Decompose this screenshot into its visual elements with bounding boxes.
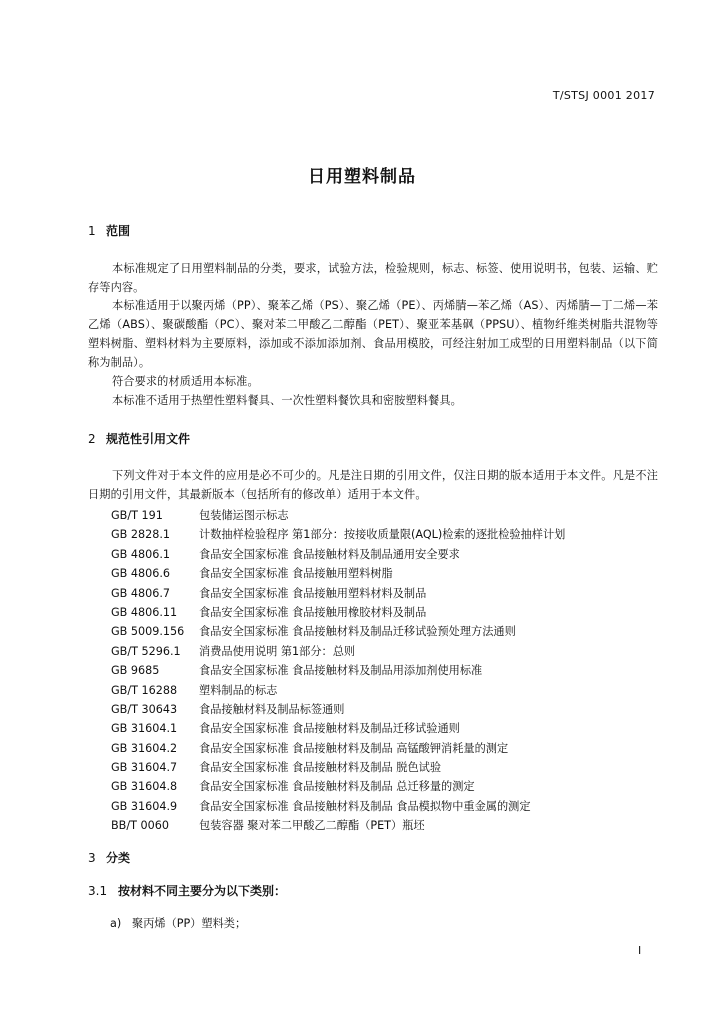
reference-title: 计数抽样检验程序 第1部分：按接收质量限(AQL)检索的逐批检验抽样计划 <box>199 528 566 542</box>
reference-row <box>111 622 565 641</box>
section-number: 3 <box>88 851 96 865</box>
reference-title: 消费品使用说明 第1部分：总则 <box>199 644 356 658</box>
paragraph: 本标准规定了日用塑料制品的分类，要求，试验方法，检验规则，标志、标签、使用说明书，包装、运输、贮存等内容。 <box>88 262 658 294</box>
reference-title: 食品安全国家标准 食品接触材料及制品迁移试验通则 <box>199 722 460 736</box>
paragraph: 本标准不适用于热塑性塑料餐具、一次性塑料餐饮具和密胺塑料餐具。 <box>112 394 462 407</box>
reference-code: GB 9685 <box>111 664 160 678</box>
reference-row <box>111 564 565 583</box>
section-title: 分类 <box>106 851 131 865</box>
reference-code: GB 4806.11 <box>111 605 178 619</box>
reference-row <box>111 584 565 603</box>
reference-title: 食品安全国家标准 食品接触材料及制品 脱色试验 <box>199 761 442 775</box>
reference-code: GB 31604.2 <box>111 741 178 755</box>
reference-row <box>111 758 565 777</box>
section-3-heading <box>88 849 130 866</box>
subsection-title: 按材料不同主要分为以下类别： <box>118 884 287 898</box>
reference-row <box>111 777 565 796</box>
reference-title: 食品接触材料及制品标签通则 <box>199 702 345 716</box>
reference-code: GB 31604.1 <box>111 722 178 736</box>
page-number: I <box>638 944 642 957</box>
subsection-number: 3.1 <box>88 884 108 898</box>
reference-code: GB 4806.1 <box>111 547 171 561</box>
reference-title: 食品安全国家标准 食品接触用塑料树脂 <box>199 567 393 581</box>
reference-code: GB 2828.1 <box>111 528 171 542</box>
reference-code: GB 31604.8 <box>111 780 178 794</box>
paragraph: 下列文件对于本文件的应用是必不可少的。凡是注日期的引用文件，仅注日期的版本适用于本文件。凡是不注日期的引用文件，其最新版本（包括所有的修改单）适用于本文件。 <box>88 469 658 501</box>
reference-row <box>111 603 565 622</box>
reference-title: 食品安全国家标准 食品接触用塑料材料及制品 <box>199 586 427 600</box>
subsection-3-1-heading <box>88 882 286 899</box>
section-number: 2 <box>88 432 96 446</box>
list-item <box>110 915 246 931</box>
reference-row <box>111 719 565 738</box>
reference-title: 包装容器 聚对苯二甲酸乙二醇酯（PET）瓶坯 <box>199 819 425 833</box>
reference-row <box>111 642 565 661</box>
section-1-heading <box>88 222 130 239</box>
section-number: 1 <box>88 224 96 238</box>
reference-code: GB 5009.156 <box>111 625 185 639</box>
list-marker: a) <box>110 917 122 930</box>
reference-row <box>111 681 565 700</box>
reference-list <box>111 506 565 836</box>
reference-code: GB/T 5296.1 <box>111 644 181 658</box>
reference-row <box>111 797 565 816</box>
reference-title: 塑料制品的标志 <box>199 683 278 697</box>
reference-row <box>111 506 565 525</box>
reference-title: 食品安全国家标准 食品接触材料及制品迁移试验预处理方法通则 <box>199 625 516 639</box>
reference-title: 食品安全国家标准 食品接触材料及制品 食品模拟物中重金属的测定 <box>199 799 531 813</box>
reference-row <box>111 545 565 564</box>
reference-code: GB 31604.7 <box>111 761 178 775</box>
section-title: 范围 <box>106 224 131 238</box>
list-item-text: 聚丙烯（PP）塑料类； <box>132 917 247 930</box>
reference-title: 食品安全国家标准 食品接触材料及制品用添加剂使用标准 <box>199 664 483 678</box>
reference-title: 包装储运图示标志 <box>199 509 289 522</box>
reference-row <box>111 700 565 719</box>
reference-row <box>111 816 565 835</box>
document-code: T/STSJ 0001 2017 <box>552 89 655 102</box>
reference-code: GB 4806.6 <box>111 567 171 581</box>
reference-code: GB 31604.9 <box>111 799 178 813</box>
reference-code: GB/T 16288 <box>111 683 178 697</box>
reference-title: 食品安全国家标准 食品接触用橡胶材料及制品 <box>199 605 427 619</box>
reference-code: GB/T 30643 <box>111 702 178 716</box>
reference-title: 食品安全国家标准 食品接触材料及制品 总迁移量的测定 <box>199 780 475 794</box>
reference-title: 食品安全国家标准 食品接触材料及制品 高锰酸钾消耗量的测定 <box>199 741 509 755</box>
reference-code: GB 4806.7 <box>111 586 171 600</box>
reference-title: 食品安全国家标准 食品接触材料及制品通用安全要求 <box>199 547 460 561</box>
section-2-heading <box>88 430 190 447</box>
reference-row <box>111 739 565 758</box>
reference-row <box>111 661 565 680</box>
reference-code: BB/T 0060 <box>111 819 169 833</box>
paragraph: 符合要求的材质适用本标准。 <box>112 375 259 388</box>
paragraph: 本标准适用于以聚丙烯（PP）、聚苯乙烯（PS）、聚乙烯（PE）、丙烯腈—苯乙烯（AS）、丙烯腈—丁二烯—苯乙烯（ABS）、聚碳酸酯（PC）、聚对苯二甲酸乙二醇酯（PET）、聚亚苯基砜（PPSU）、植物纤维类树脂共混物等塑料树脂、塑料材料为主要原料，添加或不添加添加剂、食品用模胶，可经注射加工成型的日用塑料制品（以下简称为制品）。 <box>88 299 658 369</box>
reference-row <box>111 525 565 544</box>
reference-code: GB/T 191 <box>111 509 163 522</box>
section-title: 规范性引用文件 <box>106 432 191 446</box>
document-title: 日用塑料制品 <box>308 167 416 187</box>
